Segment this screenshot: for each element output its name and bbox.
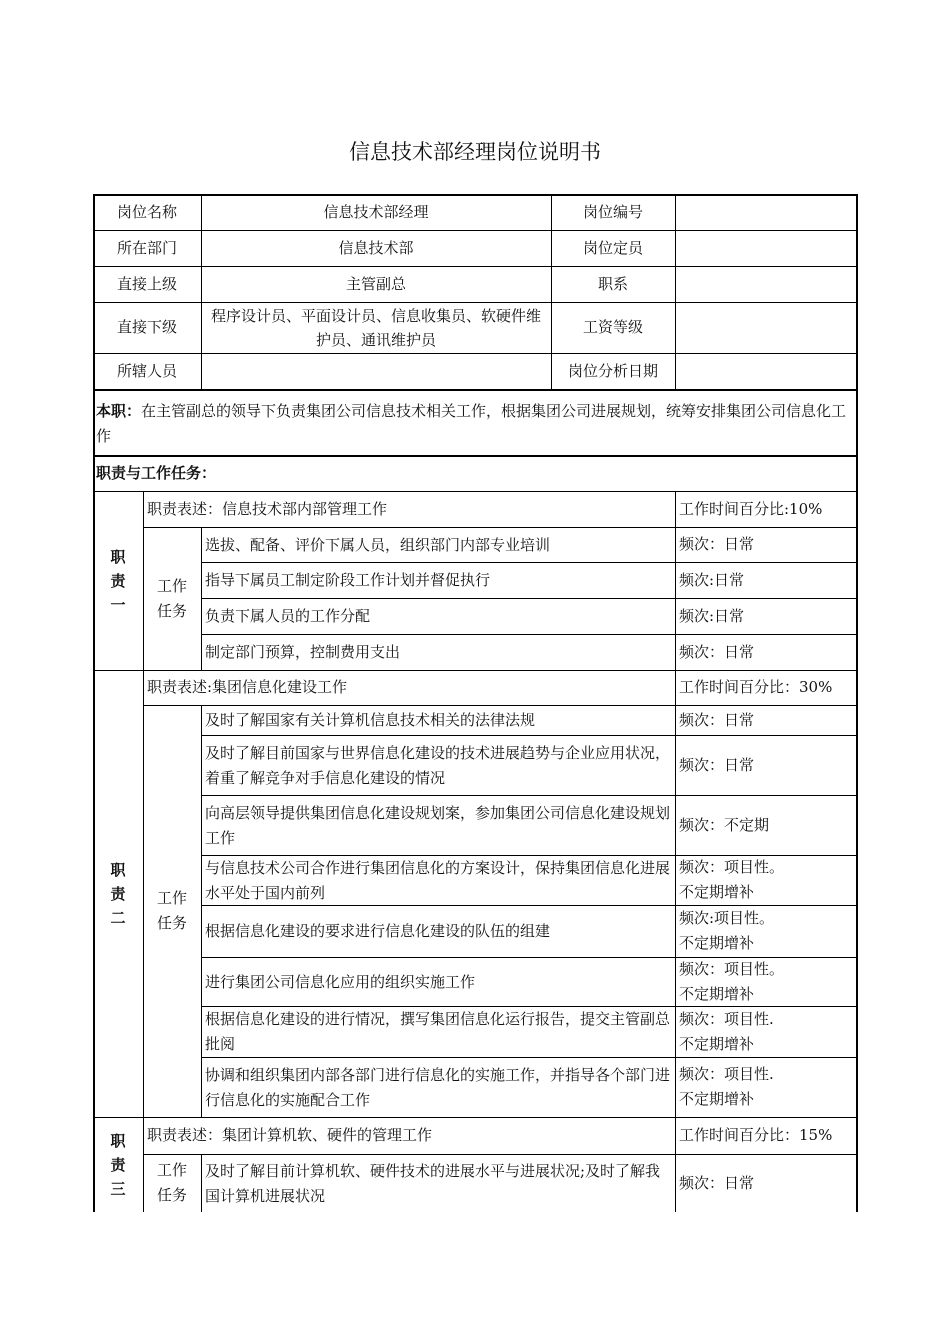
info-label: 岗位编号 — [582, 202, 643, 221]
task-text: 与信息技术公司合作进行集团信息化的方案设计，保持集团信息化进展水平处于国内前列 — [205, 858, 671, 902]
task-text: 根据信息化建设的要求进行信息化建设的队伍的组建 — [205, 922, 551, 940]
task-frequency — [675, 905, 857, 957]
task-text: 及时了解国家有关计算机信息技术相关的法律法规 — [205, 711, 536, 729]
task-text: 制定部门预算，控制费用支出 — [205, 643, 401, 661]
table-border — [551, 194, 552, 389]
task-frequency-line: 不定期增补 — [679, 1090, 755, 1108]
info-label: 职系 — [597, 274, 628, 293]
info-label: 所在部门 — [116, 238, 177, 257]
task-frequency-line: 不定期增补 — [679, 984, 755, 1003]
task-frequency-line: 不定期增补 — [679, 1034, 755, 1053]
info-value — [675, 302, 857, 353]
work-task-label-line: 任务 — [156, 601, 187, 620]
page-title: 信息技术部经理岗位说明书 — [349, 140, 601, 164]
task-frequency — [675, 855, 857, 905]
table-border — [93, 230, 857, 231]
table-border — [675, 491, 676, 670]
task-frequency: 频次：日常 — [679, 535, 755, 553]
responsibility-label-line: 三 — [110, 1179, 126, 1198]
responsibility-label — [93, 670, 143, 1117]
responsibility-label-line: 职 — [110, 547, 126, 566]
responsibility-label-line: 责 — [110, 571, 126, 590]
table-border — [201, 527, 202, 670]
table-border — [143, 491, 144, 670]
task-text: 根据信息化建设的进行情况，撰写集团信息化运行报告，提交主管副总批阅 — [205, 1010, 671, 1053]
info-value: 信息技术部经理 — [323, 202, 429, 221]
task-text: 进行集团公司信息化应用的组织实施工作 — [205, 972, 476, 991]
info-value — [201, 353, 551, 389]
info-label: 直接上级 — [116, 274, 177, 293]
work-task-label-line: 工作 — [156, 889, 187, 907]
task-frequency: 频次：不定期 — [679, 815, 770, 834]
responsibility-description: 职责表述：集团计算机软、硬件的管理工作 — [147, 1126, 433, 1144]
responsibility-description: 职责表述:集团信息化建设工作 — [147, 678, 348, 696]
task-frequency: 频次：日常 — [679, 642, 755, 661]
duty-label: 本职： — [96, 402, 142, 420]
time-percentage: 工作时间百分比：30% — [679, 678, 833, 696]
responsibilities-header: 职责与工作任务： — [96, 463, 217, 482]
work-task-label — [143, 1154, 201, 1212]
table-border — [143, 670, 144, 1117]
task-frequency — [675, 957, 857, 1006]
task-frequency-line: 不定期增补 — [679, 934, 755, 952]
task-frequency — [675, 1006, 857, 1057]
info-value — [675, 353, 857, 389]
table-border — [93, 389, 857, 391]
table-border — [143, 1117, 144, 1212]
task-frequency-line: 频次:项目性。 — [679, 909, 775, 927]
responsibility-label — [93, 491, 143, 670]
responsibility-label-line: 责 — [110, 884, 126, 903]
task-frequency: 频次:日常 — [679, 606, 745, 625]
task-frequency-line: 频次：项目性。 — [679, 858, 785, 876]
work-task-label-line: 任务 — [156, 914, 187, 932]
info-value: 主管副总 — [345, 274, 406, 293]
responsibility-label-line: 一 — [110, 595, 126, 614]
task-frequency: 频次：日常 — [679, 710, 755, 729]
info-label: 岗位名称 — [116, 202, 177, 221]
task-frequency: 频次：日常 — [679, 755, 755, 774]
work-task-label-line: 工作 — [156, 576, 187, 595]
duty-text: 在主管副总的领导下负责集团公司信息技术相关工作，根据集团公司进展规划，统筹安排集团公司信息化工作 — [96, 402, 847, 445]
table-border — [93, 194, 857, 196]
work-task-label — [143, 527, 201, 670]
table-border — [675, 1117, 676, 1212]
task-text: 选拔、配备、评价下属人员，组织部门内部专业培训 — [205, 535, 551, 554]
info-value — [675, 194, 857, 230]
task-frequency-line: 不定期增补 — [679, 883, 755, 901]
info-label: 工资等级 — [582, 318, 643, 336]
table-left-border — [93, 194, 95, 1212]
table-border — [93, 302, 857, 303]
responsibility-description: 职责表述：信息技术部内部管理工作 — [147, 499, 388, 518]
time-percentage: 工作时间百分比：15% — [679, 1126, 833, 1144]
task-frequency: 频次:日常 — [679, 570, 745, 589]
info-value — [675, 266, 857, 302]
task-text: 及时了解目前国家与世界信息化建设的技术进展趋势与企业应用状况，着重了解竞争对手信息化建设的情况 — [205, 743, 671, 787]
work-task-label — [143, 705, 201, 1117]
table-border — [201, 705, 202, 1117]
info-value: 程序设计员、平面设计员、信息收集员、软硬件维护员、通讯维护员 — [210, 306, 541, 349]
info-label: 岗位分析日期 — [567, 361, 658, 380]
task-text: 及时了解目前计算机软、硬件技术的进展水平与进展状况;及时了解我国计算机进展状况 — [205, 1161, 661, 1205]
time-percentage: 工作时间百分比:10% — [679, 499, 823, 518]
table-border — [201, 1154, 202, 1212]
info-label: 直接下级 — [116, 318, 177, 336]
task-text: 指导下属员工制定阶段工作计划并督促执行 — [205, 571, 491, 589]
task-text: 负责下属人员的工作分配 — [205, 607, 371, 625]
duty-statement — [93, 399, 853, 449]
responsibility-label — [93, 1117, 143, 1212]
table-border — [675, 670, 676, 1117]
task-frequency-line: 频次：项目性。 — [679, 959, 785, 978]
task-text: 协调和组织集团内部各部门进行信息化的实施工作，并指导各个部门进行信息化的实施配合工作 — [205, 1065, 671, 1109]
task-text: 向高层领导提供集团信息化建设规划案，参加集团公司信息化建设规划工作 — [205, 803, 671, 847]
table-border — [201, 194, 202, 389]
work-task-label-line: 任务 — [156, 1186, 187, 1204]
table-border — [93, 353, 857, 354]
info-label: 所辖人员 — [116, 361, 177, 380]
info-value: 信息技术部 — [338, 238, 414, 257]
task-frequency-line: 频次：项目性. — [679, 1065, 774, 1083]
info-label: 岗位定员 — [582, 238, 643, 257]
responsibility-label-line: 职 — [110, 860, 126, 879]
task-frequency: 频次：日常 — [679, 1173, 755, 1192]
responsibility-label-line: 二 — [110, 908, 126, 927]
work-task-label-line: 工作 — [156, 1161, 187, 1179]
task-frequency-line: 频次：项目性. — [679, 1009, 774, 1028]
task-frequency — [675, 1057, 857, 1117]
responsibility-label-line: 职 — [110, 1131, 126, 1150]
responsibility-label-line: 责 — [110, 1155, 126, 1174]
info-value — [675, 230, 857, 266]
table-right-border — [856, 194, 858, 1212]
table-border — [93, 266, 857, 267]
table-border — [675, 194, 676, 389]
